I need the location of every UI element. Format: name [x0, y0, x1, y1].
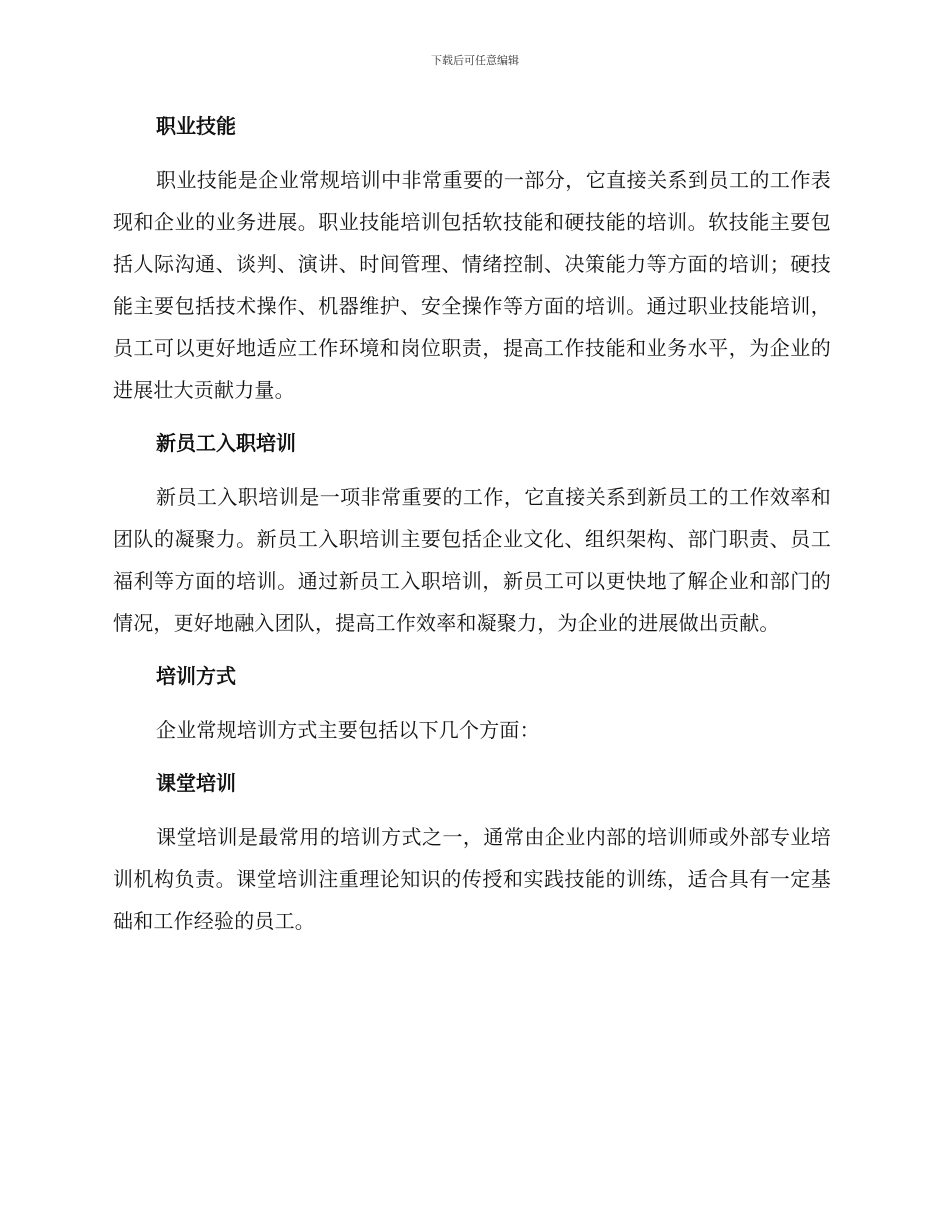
- section-heading-training-methods: 培训方式: [156, 664, 236, 688]
- section-paragraph-classroom-training: 课堂培训是最常用的培训方式之一，通常由企业内部的培训师或外部专业培训机构负责。课堂培训注重理论知识的传授和实践技能的训练，适合具有一定基础和工作经验的员工。: [113, 825, 831, 933]
- section-paragraph-training-methods: 企业常规培训方式主要包括以下几个方面：: [156, 718, 540, 742]
- page-header-note: 下载后可任意编辑: [431, 54, 519, 67]
- section-heading-classroom-training: 课堂培训: [156, 771, 236, 795]
- document-body: [113, 104, 831, 942]
- section-heading-vocational-skills: 职业技能: [156, 114, 236, 138]
- section-paragraph-new-employee-onboarding: 新员工入职培训是一项非常重要的工作，它直接关系到新员工的工作效率和团队的凝聚力。新员工入职培训主要包括企业文化、组织架构、部门职责、员工福利等方面的培训。通过新员工入职培训，新员工可以更快地了解企业和部门的情况，更好地融入团队，提高工作效率和凝聚力，为企业的进展做出贡献。: [113, 485, 831, 635]
- section-heading-new-employee-onboarding: 新员工入职培训: [156, 431, 296, 455]
- section-paragraph-vocational-skills: 职业技能是企业常规培训中非常重要的一部分，它直接关系到员工的工作表现和企业的业务进展。职业技能培训包括软技能和硬技能的培训。软技能主要包括人际沟通、谈判、演讲、时间管理、情绪控制、决策能力等方面的培训；硬技能主要包括技术操作、机器维护、安全操作等方面的培训。通过职业技能培训，员工可以更好地适应工作环境和岗位职责，提高工作技能和业务水平，为企业的进展壮大贡献力量。: [113, 168, 831, 402]
